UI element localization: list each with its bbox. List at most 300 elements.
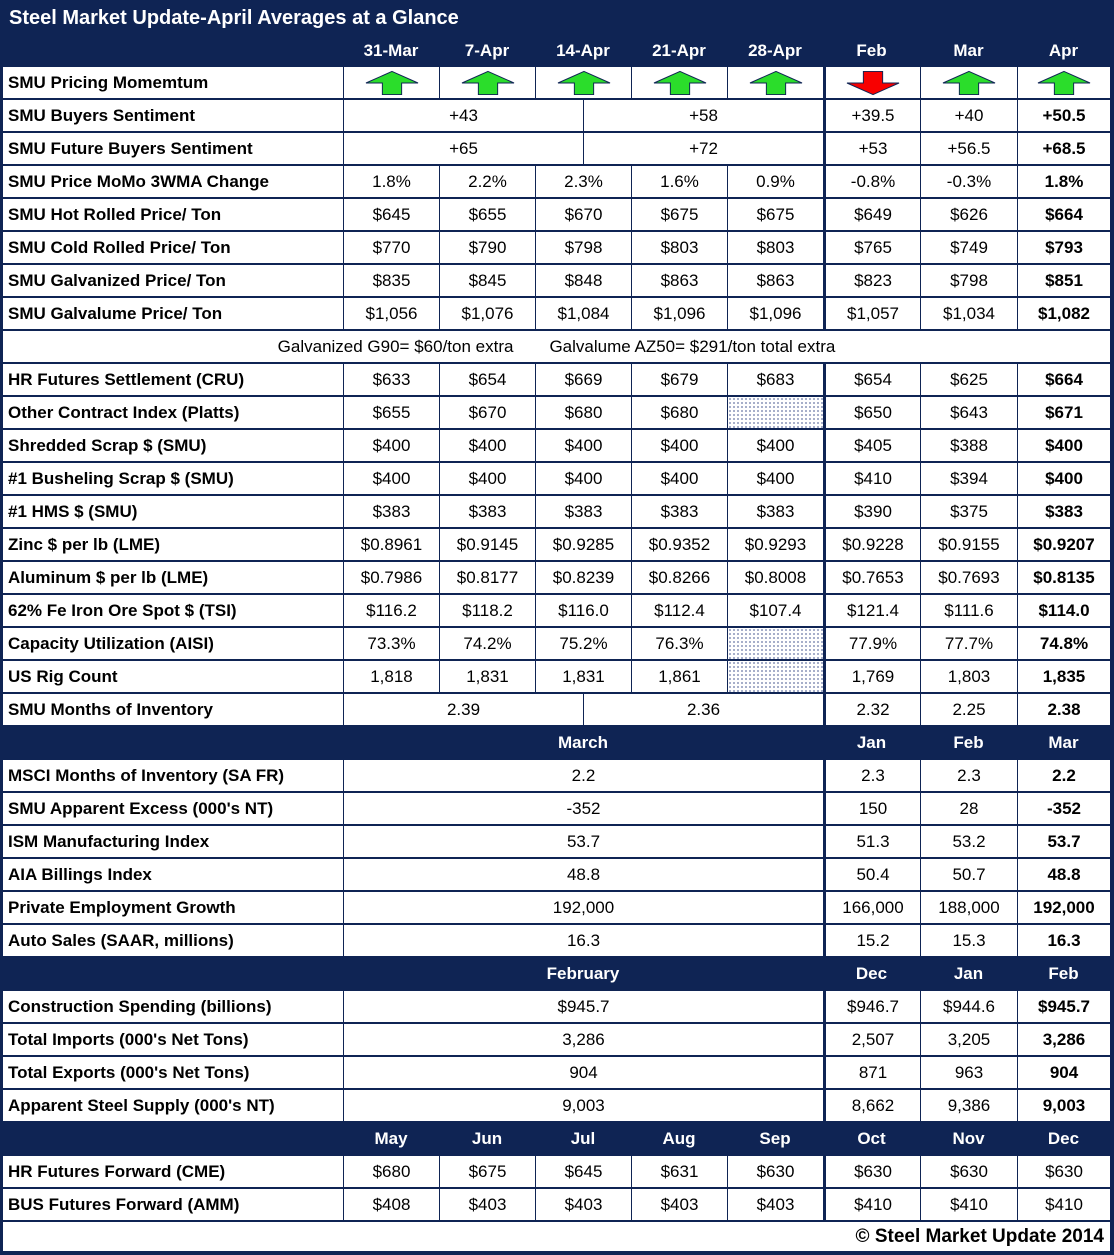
- value-cell: $803: [631, 232, 727, 265]
- value-cell: $116.2: [343, 595, 439, 628]
- value-cell: $0.8239: [535, 562, 631, 595]
- up-arrow-cell: [727, 67, 823, 100]
- value-cell: $863: [727, 265, 823, 298]
- value-cell: -352: [343, 793, 823, 826]
- value-cell: $675: [439, 1156, 535, 1189]
- footer-row: [3, 1222, 1110, 1255]
- value-cell: $680: [535, 397, 631, 430]
- value-cell: 2,507: [823, 1024, 920, 1057]
- value-cell: $383: [535, 496, 631, 529]
- up-arrow-cell: [343, 67, 439, 100]
- value-cell: $0.9145: [439, 529, 535, 562]
- table-row: [3, 628, 1110, 661]
- value-cell: $645: [343, 199, 439, 232]
- value-cell: $0.9285: [535, 529, 631, 562]
- sub-header-month: Jan: [823, 727, 920, 760]
- value-cell: $649: [823, 199, 920, 232]
- row-label: #1 HMS $ (SMU): [3, 496, 343, 529]
- value-cell: $400: [535, 430, 631, 463]
- value-cell: 904: [1017, 1057, 1110, 1090]
- value-cell: $112.4: [631, 595, 727, 628]
- value-cell: $0.7653: [823, 562, 920, 595]
- table-row: [3, 67, 1110, 100]
- value-cell: +40: [920, 100, 1017, 133]
- column-header-14-apr: 14-Apr: [535, 36, 631, 67]
- value-cell: $946.7: [823, 991, 920, 1024]
- sub-header-month: Jul: [535, 1123, 631, 1156]
- value-cell: 2.3: [920, 760, 1017, 793]
- value-cell: 77.7%: [920, 628, 1017, 661]
- value-cell: $670: [535, 199, 631, 232]
- column-header-row: [3, 36, 1110, 67]
- value-cell: $121.4: [823, 595, 920, 628]
- value-cell: 75.2%: [535, 628, 631, 661]
- value-cell: $669: [535, 364, 631, 397]
- up-arrow-icon: [1037, 70, 1091, 96]
- value-cell: 77.9%: [823, 628, 920, 661]
- value-cell: $0.9293: [727, 529, 823, 562]
- value-cell: 16.3: [343, 925, 823, 958]
- table-row: [3, 1090, 1110, 1123]
- value-cell: $400: [727, 430, 823, 463]
- galvanized-extra-note: Galvanized G90= $60/ton extra: [277, 336, 514, 356]
- note-cell: [3, 331, 1110, 364]
- value-cell: 53.7: [1017, 826, 1110, 859]
- value-cell: 1,769: [823, 661, 920, 694]
- up-arrow-icon: [557, 70, 611, 96]
- value-cell: 3,286: [343, 1024, 823, 1057]
- value-cell: 3,205: [920, 1024, 1017, 1057]
- value-cell: 1,861: [631, 661, 727, 694]
- value-cell: $410: [1017, 1189, 1110, 1222]
- value-cell: $798: [920, 265, 1017, 298]
- value-cell: $835: [343, 265, 439, 298]
- value-cell: $680: [343, 1156, 439, 1189]
- sub-header-month: Sep: [727, 1123, 823, 1156]
- value-cell: $1,096: [727, 298, 823, 331]
- value-cell: $671: [1017, 397, 1110, 430]
- value-cell: $845: [439, 265, 535, 298]
- sub-header-month: May: [343, 1123, 439, 1156]
- value-cell: $400: [343, 430, 439, 463]
- value-cell: $626: [920, 199, 1017, 232]
- value-cell: $945.7: [1017, 991, 1110, 1024]
- value-cell: $383: [631, 496, 727, 529]
- value-cell: 188,000: [920, 892, 1017, 925]
- up-arrow-icon: [942, 70, 996, 96]
- value-cell: $116.0: [535, 595, 631, 628]
- value-cell: 1,831: [439, 661, 535, 694]
- column-header-mar: Mar: [920, 36, 1017, 67]
- table-row: [3, 925, 1110, 958]
- value-cell: 2.39: [343, 694, 583, 727]
- sub-header-spacer: [3, 727, 343, 760]
- value-cell: $390: [823, 496, 920, 529]
- value-cell: +65: [343, 133, 583, 166]
- value-cell: $388: [920, 430, 1017, 463]
- sub-header-spacer: [3, 1123, 343, 1156]
- value-cell: 76.3%: [631, 628, 727, 661]
- row-label: Auto Sales (SAAR, millions): [3, 925, 343, 958]
- value-cell: 963: [920, 1057, 1017, 1090]
- sub-header-month: Nov: [920, 1123, 1017, 1156]
- value-cell: $664: [1017, 199, 1110, 232]
- table-row: [3, 1156, 1110, 1189]
- value-cell: $944.6: [920, 991, 1017, 1024]
- table-row: [3, 562, 1110, 595]
- value-cell: $383: [727, 496, 823, 529]
- value-cell: 15.2: [823, 925, 920, 958]
- table-row: [3, 991, 1110, 1024]
- value-cell: $403: [727, 1189, 823, 1222]
- value-cell: $383: [343, 496, 439, 529]
- table-row: [3, 661, 1110, 694]
- value-cell: 28: [920, 793, 1017, 826]
- row-label: 62% Fe Iron Ore Spot $ (TSI): [3, 595, 343, 628]
- value-cell: -352: [1017, 793, 1110, 826]
- value-cell: $945.7: [343, 991, 823, 1024]
- row-label: Other Contract Index (Platts): [3, 397, 343, 430]
- table-row: [3, 232, 1110, 265]
- value-cell: -0.3%: [920, 166, 1017, 199]
- table-row: [3, 826, 1110, 859]
- value-cell: 8,662: [823, 1090, 920, 1123]
- value-cell: $408: [343, 1189, 439, 1222]
- up-arrow-icon: [653, 70, 707, 96]
- value-cell: 9,003: [1017, 1090, 1110, 1123]
- value-cell: +50.5: [1017, 100, 1110, 133]
- value-cell: $655: [439, 199, 535, 232]
- value-cell: $645: [535, 1156, 631, 1189]
- value-cell: $630: [823, 1156, 920, 1189]
- value-cell: $1,096: [631, 298, 727, 331]
- row-label: Total Imports (000's Net Tons): [3, 1024, 343, 1057]
- value-cell: $1,082: [1017, 298, 1110, 331]
- table-row: [3, 166, 1110, 199]
- value-cell: 904: [343, 1057, 823, 1090]
- table-row: [3, 397, 1110, 430]
- sub-header-month: Feb: [1017, 958, 1110, 991]
- table-row: [3, 298, 1110, 331]
- row-label: Aluminum $ per lb (LME): [3, 562, 343, 595]
- value-cell: 53.2: [920, 826, 1017, 859]
- up-arrow-cell: [1017, 67, 1110, 100]
- no-data-cell: [727, 661, 823, 694]
- value-cell: 192,000: [343, 892, 823, 925]
- row-label: Capacity Utilization (AISI): [3, 628, 343, 661]
- value-cell: $655: [343, 397, 439, 430]
- up-arrow-cell: [439, 67, 535, 100]
- row-label: Total Exports (000's Net Tons): [3, 1057, 343, 1090]
- table-row: [3, 100, 1110, 133]
- value-cell: $410: [823, 463, 920, 496]
- value-cell: 73.3%: [343, 628, 439, 661]
- note-row: [3, 331, 1110, 364]
- value-cell: $0.7986: [343, 562, 439, 595]
- table-row: [3, 859, 1110, 892]
- value-cell: 0.9%: [727, 166, 823, 199]
- row-label: SMU Galvalume Price/ Ton: [3, 298, 343, 331]
- value-cell: $1,056: [343, 298, 439, 331]
- value-cell: $630: [920, 1156, 1017, 1189]
- value-cell: $1,034: [920, 298, 1017, 331]
- up-arrow-icon: [365, 70, 419, 96]
- value-cell: $400: [1017, 430, 1110, 463]
- sub-header-label: March: [343, 727, 823, 760]
- row-label: SMU Future Buyers Sentiment: [3, 133, 343, 166]
- value-cell: 2.36: [583, 694, 823, 727]
- sub-header-month: Dec: [823, 958, 920, 991]
- row-label: SMU Price MoMo 3WMA Change: [3, 166, 343, 199]
- row-label: Shredded Scrap $ (SMU): [3, 430, 343, 463]
- column-header-7-apr: 7-Apr: [439, 36, 535, 67]
- value-cell: 48.8: [343, 859, 823, 892]
- value-cell: $654: [439, 364, 535, 397]
- value-cell: $394: [920, 463, 1017, 496]
- value-cell: $798: [535, 232, 631, 265]
- value-cell: $0.9155: [920, 529, 1017, 562]
- value-cell: $403: [439, 1189, 535, 1222]
- value-cell: $749: [920, 232, 1017, 265]
- column-header-31-mar: 31-Mar: [343, 36, 439, 67]
- header-spacer: [3, 36, 343, 67]
- table-row: [3, 793, 1110, 826]
- table-row: [3, 1189, 1110, 1222]
- sub-header-row: [3, 727, 1110, 760]
- value-cell: 1,831: [535, 661, 631, 694]
- value-cell: $625: [920, 364, 1017, 397]
- value-cell: $403: [631, 1189, 727, 1222]
- value-cell: 3,286: [1017, 1024, 1110, 1057]
- value-cell: $1,076: [439, 298, 535, 331]
- row-label: #1 Busheling Scrap $ (SMU): [3, 463, 343, 496]
- value-cell: $1,057: [823, 298, 920, 331]
- value-cell: $0.8008: [727, 562, 823, 595]
- table-row: [3, 892, 1110, 925]
- value-cell: $400: [631, 430, 727, 463]
- table-body: [3, 67, 1114, 1222]
- value-cell: $400: [439, 463, 535, 496]
- value-cell: $383: [439, 496, 535, 529]
- value-cell: $675: [727, 199, 823, 232]
- value-cell: $375: [920, 496, 1017, 529]
- value-cell: +58: [583, 100, 823, 133]
- up-arrow-icon: [749, 70, 803, 96]
- value-cell: $400: [535, 463, 631, 496]
- row-label: US Rig Count: [3, 661, 343, 694]
- value-cell: $650: [823, 397, 920, 430]
- value-cell: $790: [439, 232, 535, 265]
- value-cell: $0.9228: [823, 529, 920, 562]
- value-cell: $1,084: [535, 298, 631, 331]
- up-arrow-cell: [631, 67, 727, 100]
- no-data-cell: [727, 397, 823, 430]
- value-cell: +53: [823, 133, 920, 166]
- row-label: SMU Pricing Momemtum: [3, 67, 343, 100]
- value-cell: 150: [823, 793, 920, 826]
- value-cell: $0.8177: [439, 562, 535, 595]
- value-cell: $851: [1017, 265, 1110, 298]
- row-label: SMU Cold Rolled Price/ Ton: [3, 232, 343, 265]
- value-cell: $664: [1017, 364, 1110, 397]
- value-cell: 2.2: [343, 760, 823, 793]
- sub-header-label: February: [343, 958, 823, 991]
- row-label: Private Employment Growth: [3, 892, 343, 925]
- table-row: [3, 133, 1110, 166]
- table-row: [3, 265, 1110, 298]
- value-cell: 53.7: [343, 826, 823, 859]
- value-cell: 1,803: [920, 661, 1017, 694]
- row-label: SMU Months of Inventory: [3, 694, 343, 727]
- value-cell: 51.3: [823, 826, 920, 859]
- value-cell: $403: [535, 1189, 631, 1222]
- value-cell: $114.0: [1017, 595, 1110, 628]
- value-cell: 15.3: [920, 925, 1017, 958]
- row-label: MSCI Months of Inventory (SA FR): [3, 760, 343, 793]
- value-cell: $400: [1017, 463, 1110, 496]
- column-header-21-apr: 21-Apr: [631, 36, 727, 67]
- value-cell: 2.3%: [535, 166, 631, 199]
- table-row: [3, 694, 1110, 727]
- value-cell: 48.8: [1017, 859, 1110, 892]
- row-label: BUS Futures Forward (AMM): [3, 1189, 343, 1222]
- value-cell: $633: [343, 364, 439, 397]
- value-cell: $793: [1017, 232, 1110, 265]
- value-cell: 50.7: [920, 859, 1017, 892]
- value-cell: 192,000: [1017, 892, 1110, 925]
- value-cell: 9,003: [343, 1090, 823, 1123]
- value-cell: $630: [1017, 1156, 1110, 1189]
- galvalume-extra-note: Galvalume AZ50= $291/ton total extra: [549, 336, 836, 356]
- sub-header-month: Mar: [1017, 727, 1110, 760]
- value-cell: $823: [823, 265, 920, 298]
- table-row: [3, 463, 1110, 496]
- down-arrow-cell: [823, 67, 920, 100]
- value-cell: 16.3: [1017, 925, 1110, 958]
- table-row: [3, 1057, 1110, 1090]
- value-cell: $654: [823, 364, 920, 397]
- value-cell: $400: [631, 463, 727, 496]
- column-header-apr: Apr: [1017, 36, 1110, 67]
- table-row: [3, 430, 1110, 463]
- sub-header-month: Jan: [920, 958, 1017, 991]
- value-cell: $630: [727, 1156, 823, 1189]
- sub-header-month: Dec: [1017, 1123, 1110, 1156]
- value-cell: 1,835: [1017, 661, 1110, 694]
- sub-header-month: Aug: [631, 1123, 727, 1156]
- value-cell: $383: [1017, 496, 1110, 529]
- value-cell: 1,818: [343, 661, 439, 694]
- no-data-cell: [727, 628, 823, 661]
- value-cell: 1.8%: [343, 166, 439, 199]
- value-cell: 1.6%: [631, 166, 727, 199]
- value-cell: $770: [343, 232, 439, 265]
- column-header-28-apr: 28-Apr: [727, 36, 823, 67]
- row-label: HR Futures Forward (CME): [3, 1156, 343, 1189]
- value-cell: $405: [823, 430, 920, 463]
- table-row: [3, 496, 1110, 529]
- value-cell: 74.2%: [439, 628, 535, 661]
- value-cell: 2.25: [920, 694, 1017, 727]
- value-cell: 166,000: [823, 892, 920, 925]
- sub-header-month: Feb: [920, 727, 1017, 760]
- page-title: Steel Market Update-April Averages at a Glance: [9, 6, 459, 29]
- value-cell: 50.4: [823, 859, 920, 892]
- value-cell: $400: [439, 430, 535, 463]
- value-cell: $803: [727, 232, 823, 265]
- value-cell: $400: [343, 463, 439, 496]
- value-cell: $0.9352: [631, 529, 727, 562]
- value-cell: $765: [823, 232, 920, 265]
- value-cell: 9,386: [920, 1090, 1017, 1123]
- value-cell: $683: [727, 364, 823, 397]
- value-cell: $643: [920, 397, 1017, 430]
- value-cell: $670: [439, 397, 535, 430]
- value-cell: $400: [727, 463, 823, 496]
- value-cell: 2.2: [1017, 760, 1110, 793]
- value-cell: $631: [631, 1156, 727, 1189]
- row-label: SMU Galvanized Price/ Ton: [3, 265, 343, 298]
- value-cell: -0.8%: [823, 166, 920, 199]
- value-cell: $0.8961: [343, 529, 439, 562]
- down-arrow-icon: [846, 70, 900, 96]
- value-cell: 74.8%: [1017, 628, 1110, 661]
- row-label: Construction Spending (billions): [3, 991, 343, 1024]
- value-cell: +43: [343, 100, 583, 133]
- row-label: HR Futures Settlement (CRU): [3, 364, 343, 397]
- value-cell: $118.2: [439, 595, 535, 628]
- sub-header-spacer: [3, 958, 343, 991]
- row-label: SMU Buyers Sentiment: [3, 100, 343, 133]
- value-cell: $0.8266: [631, 562, 727, 595]
- table-row: [3, 595, 1110, 628]
- value-cell: 871: [823, 1057, 920, 1090]
- row-label: SMU Hot Rolled Price/ Ton: [3, 199, 343, 232]
- row-label: SMU Apparent Excess (000's NT): [3, 793, 343, 826]
- value-cell: 2.38: [1017, 694, 1110, 727]
- value-cell: 1.8%: [1017, 166, 1110, 199]
- value-cell: $863: [631, 265, 727, 298]
- value-cell: +56.5: [920, 133, 1017, 166]
- sub-header-row: [3, 1123, 1110, 1156]
- table-row: [3, 199, 1110, 232]
- value-cell: 2.32: [823, 694, 920, 727]
- value-cell: $410: [823, 1189, 920, 1222]
- up-arrow-icon: [461, 70, 515, 96]
- up-arrow-cell: [535, 67, 631, 100]
- value-cell: $680: [631, 397, 727, 430]
- value-cell: $410: [920, 1189, 1017, 1222]
- value-cell: $848: [535, 265, 631, 298]
- row-label: Apparent Steel Supply (000's NT): [3, 1090, 343, 1123]
- row-label: Zinc $ per lb (LME): [3, 529, 343, 562]
- table-row: [3, 529, 1110, 562]
- value-cell: $107.4: [727, 595, 823, 628]
- column-header-feb: Feb: [823, 36, 920, 67]
- value-cell: $0.9207: [1017, 529, 1110, 562]
- table-row: [3, 364, 1110, 397]
- value-cell: $0.8135: [1017, 562, 1110, 595]
- row-label: ISM Manufacturing Index: [3, 826, 343, 859]
- value-cell: $111.6: [920, 595, 1017, 628]
- sub-header-month: Jun: [439, 1123, 535, 1156]
- value-cell: 2.2%: [439, 166, 535, 199]
- table-row: [3, 760, 1110, 793]
- value-cell: +68.5: [1017, 133, 1110, 166]
- sub-header-month: Oct: [823, 1123, 920, 1156]
- value-cell: 2.3: [823, 760, 920, 793]
- row-label: AIA Billings Index: [3, 859, 343, 892]
